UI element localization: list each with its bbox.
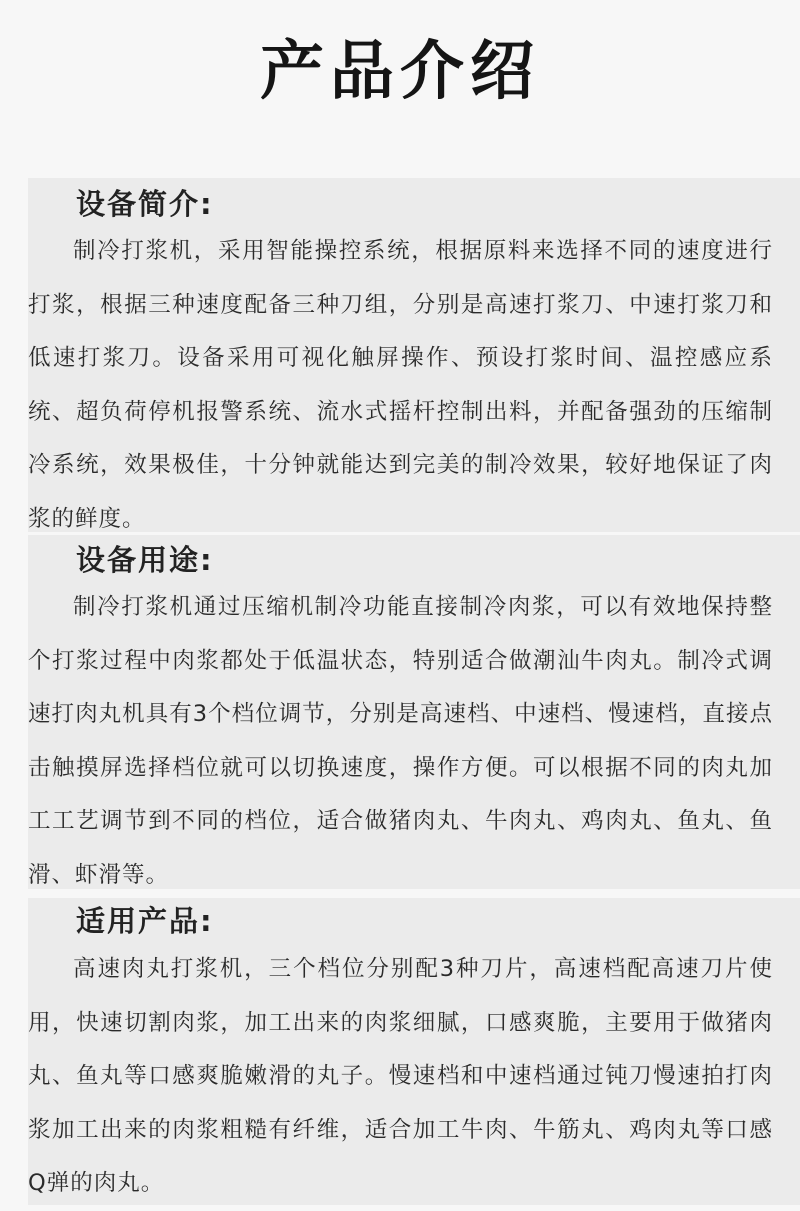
section-equipment-usage — [28, 535, 800, 889]
section-applicable-products — [28, 898, 800, 1205]
section-body: 制冷打浆机，采用智能操控系统，根据原料来选择不同的速度进行打浆，根据三种速度配备三种刀组，分别是高速打浆刀、中速打浆刀和低速打浆刀。设备采用可视化触屏操作、预设打浆时间、温控感应系统、超负荷停机报警系统、流水式摇杆控制出料，并配备强劲的压缩制冷系统，效果极佳，十分钟就能达到完美的制冷效果，较好地保证了肉浆的鲜度。 — [28, 238, 773, 532]
section-body: 高速肉丸打浆机，三个档位分别配3种刀片，高速档配高速刀片使用，快速切割肉浆，加工出来的肉浆细腻，口感爽脆，主要用于做猪肉丸、鱼丸等口感爽脆嫩滑的丸子。慢速档和中速档通过钝刀慢速拍打肉浆加工出来的肉浆粗糙有纤维，适合加工牛肉、牛筋丸、鸡肉丸等口感Q弹的肉丸。 — [28, 956, 773, 1196]
section-body: 制冷打浆机通过压缩机制冷功能直接制冷肉浆，可以有效地保持整个打浆过程中肉浆都处于低温状态，特别适合做潮汕牛肉丸。制冷式调速打肉丸机具有3个档位调节，分别是高速档、中速档、慢速档，直接点击触摸屏选择档位就可以切换速度，操作方便。可以根据不同的肉丸加工工艺调节到不同的档位，适合做猪肉丸、牛肉丸、鸡肉丸、鱼丸、鱼滑、虾滑等。 — [28, 594, 773, 888]
section-equipment-intro — [28, 178, 800, 532]
section-heading: 设备用途: — [76, 543, 214, 577]
page-title: 产品介绍 — [260, 35, 540, 109]
section-heading: 设备简介: — [76, 187, 214, 221]
section-heading: 适用产品: — [76, 904, 214, 938]
